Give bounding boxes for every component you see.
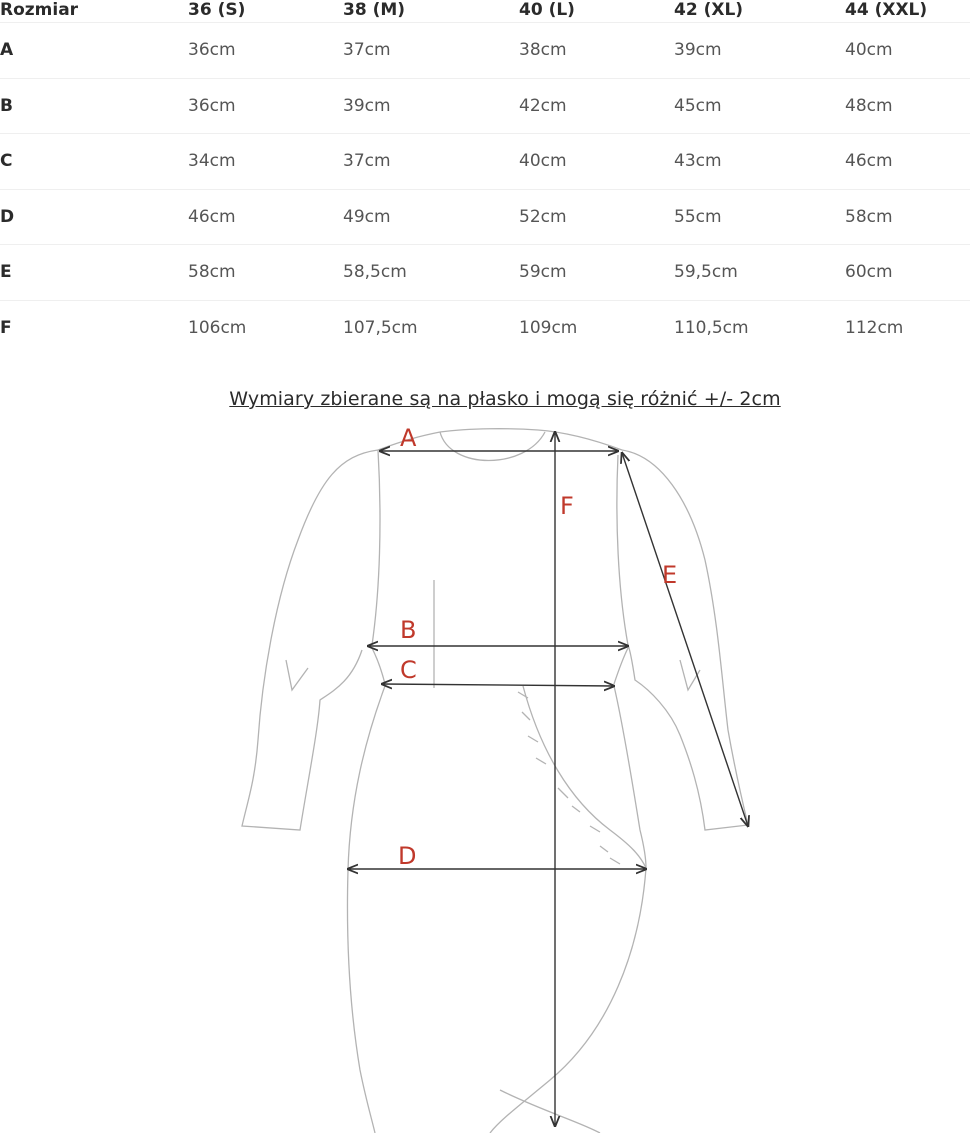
table-cell: 34cm: [188, 151, 236, 172]
table-cell: 59cm: [519, 262, 567, 283]
table-cell: 39cm: [343, 95, 391, 116]
table-cell: 36cm: [188, 95, 236, 116]
header-size: Rozmiar: [0, 0, 79, 20]
table-cell: 40cm: [845, 40, 893, 61]
label-d: D: [398, 842, 417, 870]
table-cell: 109cm: [519, 318, 578, 338]
table-cell: 58cm: [188, 262, 236, 283]
table-cell: 40cm: [519, 151, 567, 172]
table-cell: 45cm: [674, 95, 722, 116]
table-cell: 106cm: [188, 318, 247, 338]
table-cell: 49cm: [343, 206, 391, 227]
table-cell: 36cm: [188, 40, 236, 61]
table-cell: 42cm: [519, 95, 567, 116]
header-44: 44 (XXL): [845, 0, 928, 20]
header-36: 36 (S): [188, 0, 246, 20]
label-b: B: [400, 616, 417, 644]
table-cell: 39cm: [674, 40, 722, 61]
label-f: F: [560, 492, 574, 520]
table-cell: 60cm: [845, 262, 893, 283]
table-cell: 38cm: [519, 40, 567, 61]
table-cell: 112cm: [845, 318, 904, 338]
header-38: 38 (M): [343, 0, 406, 20]
row-label: D: [0, 206, 15, 227]
table-cell: 37cm: [343, 40, 391, 61]
measurement-note: Wymiary zbierane są na płasko i mogą się różnić +/- 2cm: [229, 388, 781, 410]
table-cell: 58cm: [845, 206, 893, 227]
table-cell: 43cm: [674, 151, 722, 172]
row-label: F: [0, 318, 12, 338]
arrow-c: [382, 684, 614, 686]
dress-outline: [242, 429, 748, 1133]
table-cell: 59,5cm: [674, 262, 738, 283]
header-40: 40 (L): [519, 0, 575, 20]
table-cell: 37cm: [343, 151, 391, 172]
label-e: E: [662, 561, 678, 589]
header-42: 42 (XL): [674, 0, 744, 20]
label-a: A: [400, 424, 417, 452]
arrow-e: [622, 453, 748, 826]
row-label: A: [0, 40, 14, 61]
table-cell: 107,5cm: [343, 318, 418, 338]
row-label: C: [0, 151, 13, 172]
label-c: C: [400, 656, 417, 684]
table-cell: 46cm: [188, 206, 236, 227]
row-label: E: [0, 262, 12, 283]
table-cell: 48cm: [845, 95, 893, 116]
table-cell: 58,5cm: [343, 262, 407, 283]
table-cell: 110,5cm: [674, 318, 749, 338]
table-cell: 52cm: [519, 206, 567, 227]
table-cell: 46cm: [845, 151, 893, 172]
row-label: B: [0, 95, 13, 116]
table-cell: 55cm: [674, 206, 722, 227]
measurement-arrows: [348, 432, 748, 1126]
